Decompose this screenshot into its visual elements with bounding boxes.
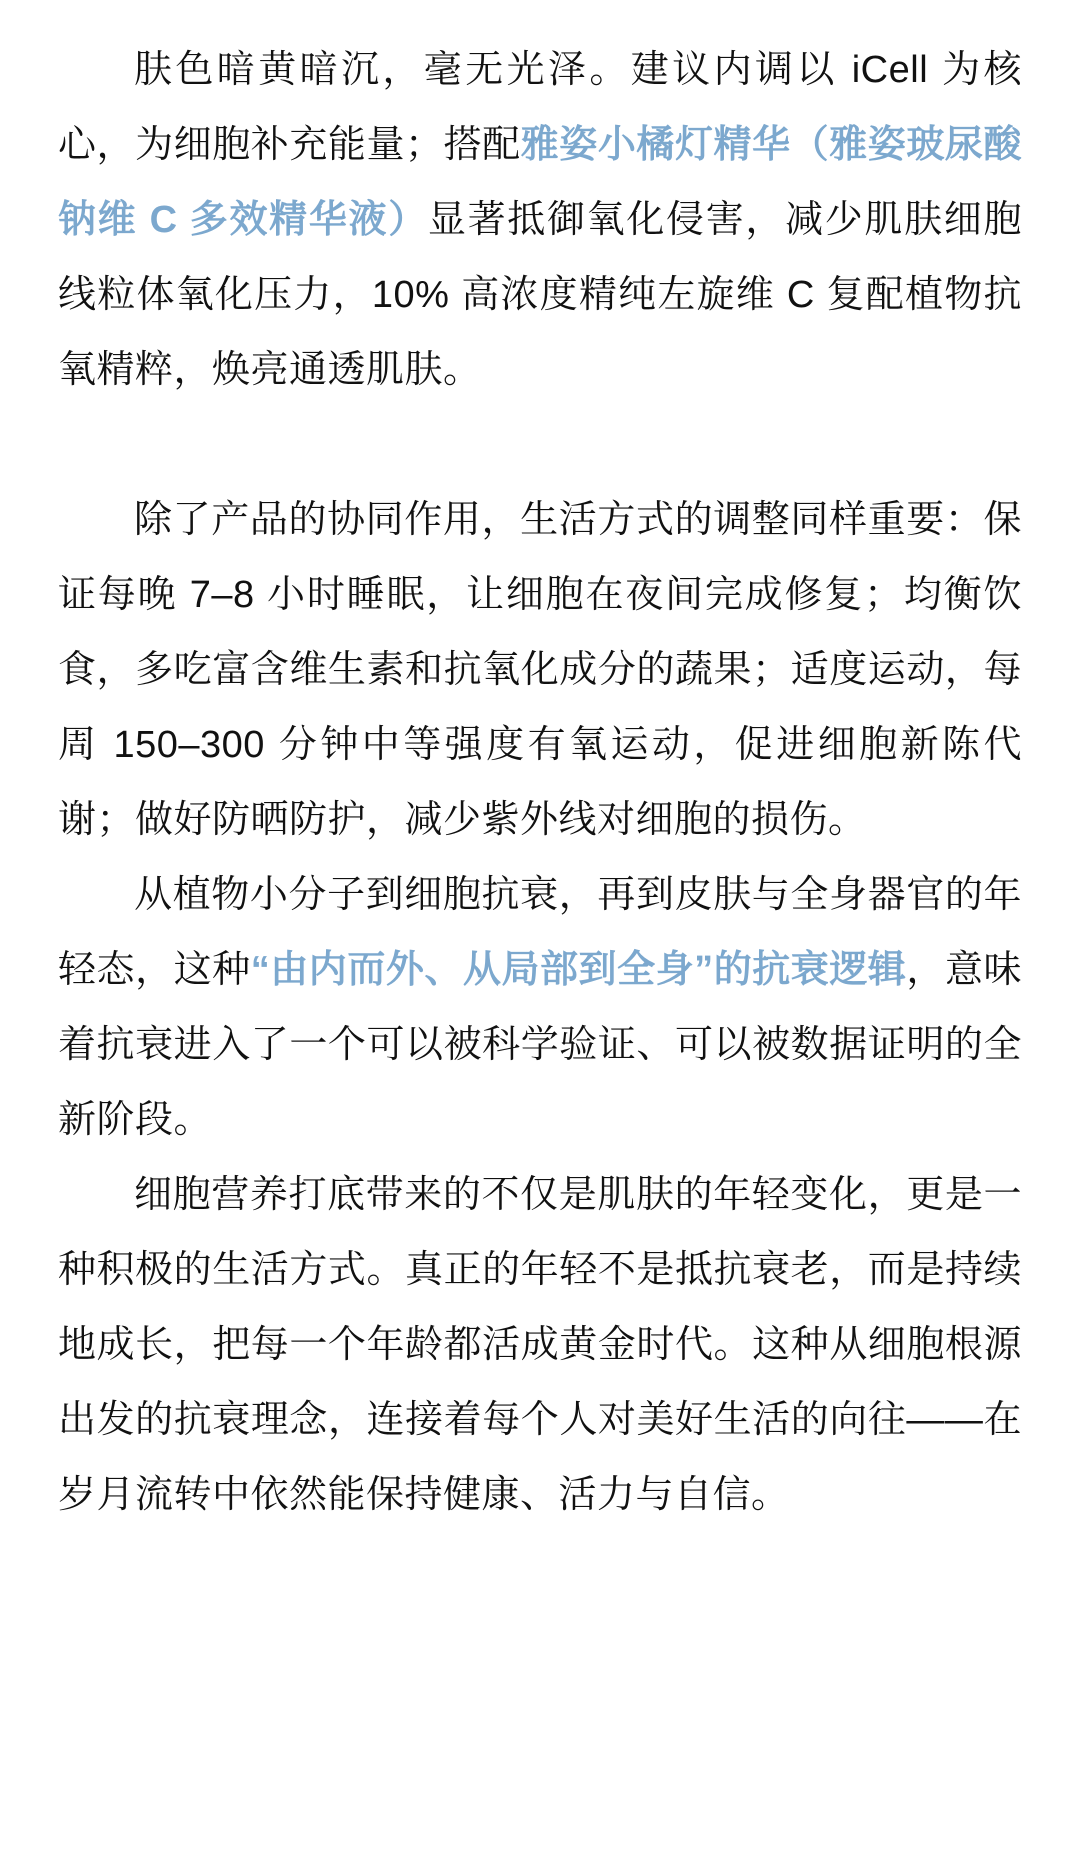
paragraph	[58, 33, 1022, 408]
body-text: 显著抵御氧化侵害，减少肌肤细胞线粒体氧化压力，10% 高浓度精纯左旋维 C 复配植物抗氧精粹，焕亮通透肌肤。	[58, 199, 1022, 391]
highlight-text: “由内而外、从局部到全身”的抗衰逻辑	[250, 949, 907, 991]
highlight-text: 雅姿小橘灯精华（雅姿玻尿酸钠维 C 多效精华液）	[58, 124, 1022, 241]
paragraph	[58, 1158, 1022, 1533]
body-text: 肤色暗黄暗沉，毫无光泽。建议内调以 iCell 为核心，为细胞补充能量；搭配	[58, 49, 1022, 166]
body-text: ，意味着抗衰进入了一个可以被科学验证、可以被数据证明的全新阶段。	[58, 949, 1022, 1141]
body-text: 从植物小分子到细胞抗衰，再到皮肤与全身器官的年轻态，这种	[58, 874, 1022, 991]
body-text: 除了产品的协同作用，生活方式的调整同样重要：保证每晚 7–8 小时睡眠，让细胞在夜间完成修复；均衡饮食，多吃富含维生素和抗氧化成分的蔬果；适度运动，每周 150–300 分钟中等强度有氧运动，促进细胞新陈代谢；做好防晒防护，减少紫外线对细胞的损伤。	[58, 499, 1022, 841]
paragraph	[58, 483, 1022, 858]
paragraph	[58, 858, 1022, 1158]
body-text: 细胞营养打底带来的不仅是肌肤的年轻变化，更是一种积极的生活方式。真正的年轻不是抵抗衰老，而是持续地成长，把每一个年龄都活成黄金时代。这种从细胞根源出发的抗衰理念，连接着每个人对美好生活的向往——在岁月流转中依然能保持健康、活力与自信。	[58, 1174, 1022, 1516]
